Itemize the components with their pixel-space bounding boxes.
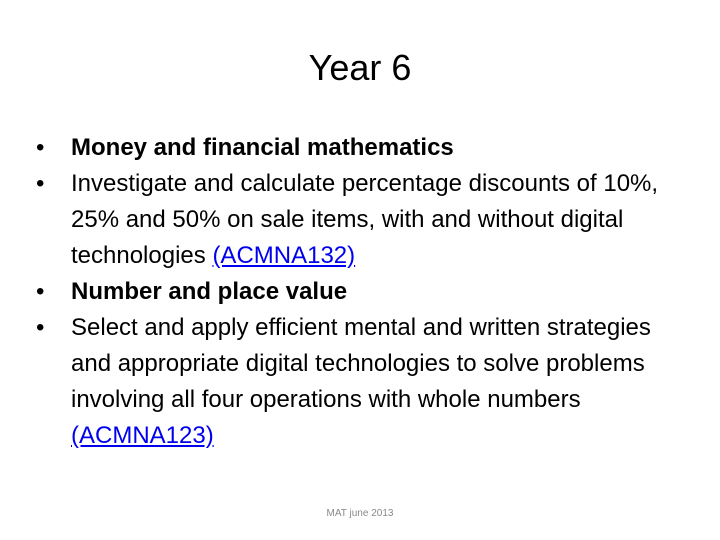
bullet-list — [36, 130, 696, 454]
bullet-icon: • — [36, 170, 45, 197]
bullet-item — [36, 310, 696, 454]
bullet-icon: • — [36, 278, 45, 305]
bullet-item — [36, 166, 696, 274]
bullet-heading: Money and financial mathematics — [71, 134, 454, 161]
slide-title: Year 6 — [308, 47, 412, 88]
curriculum-code-link[interactable]: (ACMNA123) — [71, 422, 214, 449]
bullet-icon: • — [36, 314, 45, 341]
bullet-icon: • — [36, 134, 45, 161]
bullet-text: Select and apply efficient mental and written strategies and appropriate digital technologies to solve problems involving all four operations with whole numbers — [71, 314, 651, 413]
bullet-heading: Number and place value — [71, 278, 348, 305]
slide-footer: MAT june 2013 — [326, 508, 394, 519]
bullet-item — [36, 274, 696, 310]
curriculum-code-link[interactable]: (ACMNA132) — [212, 242, 356, 269]
bullet-item — [36, 130, 696, 166]
bullet-text: Investigate and calculate percentage discounts of 10%, 25% and 50% on sale items, with and without digital technologies — [71, 170, 659, 269]
